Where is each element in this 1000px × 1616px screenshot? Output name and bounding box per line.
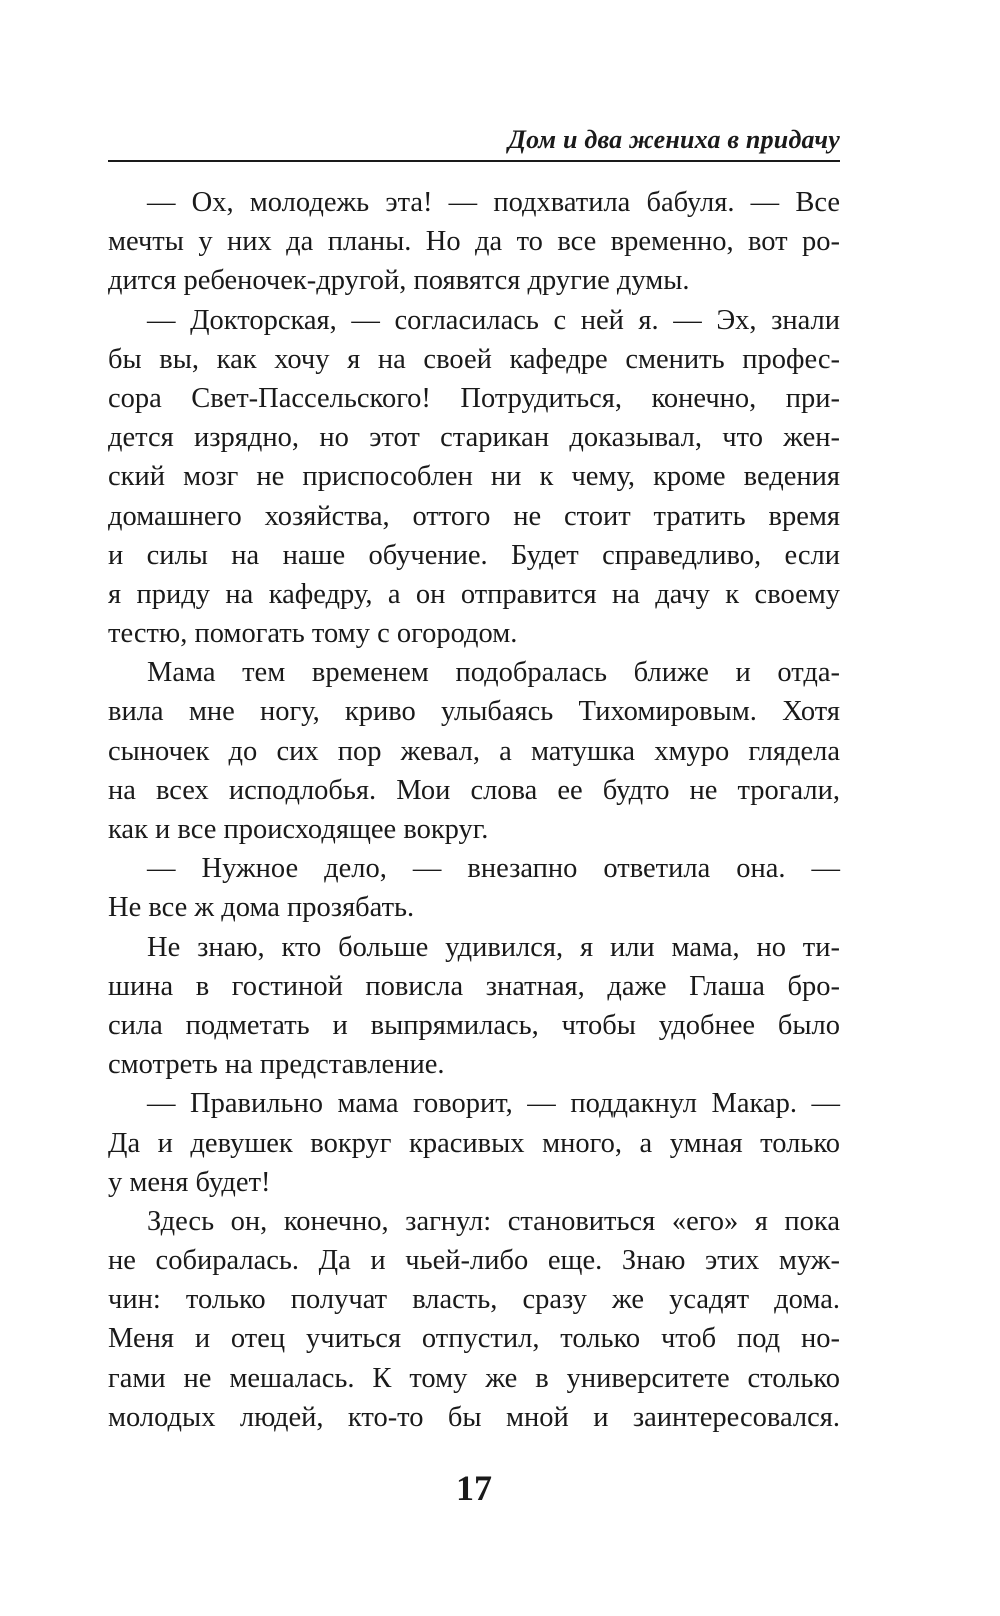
text-line: бы вы, как хочу я на своей кафедре сменить профес- xyxy=(108,343,840,375)
text-line: сыночек до сих пор жевал, а матушка хмуро глядела xyxy=(108,735,840,767)
book-page xyxy=(108,0,840,1616)
text-line: смотреть на представление. xyxy=(108,1049,445,1081)
text-line: — Нужное дело, — внезапно ответила она. — xyxy=(147,853,840,885)
text-line: дется изрядно, но этот старикан доказывал, что жен- xyxy=(108,422,840,454)
text-line: гами не мешалась. К тому же в университете столько xyxy=(108,1362,840,1394)
page-number: 17 xyxy=(456,1468,492,1508)
paragraph xyxy=(108,849,840,927)
text-line: — Докторская, — согласилась с ней я. — Эх, знали xyxy=(147,304,840,336)
text-line: мечты у них да планы. Но да то все временно, вот ро- xyxy=(108,226,840,258)
paragraph xyxy=(108,928,840,1085)
text-line: Мама тем временем подобралась ближе и отда- xyxy=(147,657,840,689)
running-header-title: Дом и два жениха в придачу xyxy=(508,125,840,154)
text-line: домашнего хозяйства, оттого не стоит тратить время xyxy=(108,500,840,532)
text-line: и силы на наше обучение. Будет справедливо, если xyxy=(108,539,840,571)
text-line: чин: только получат власть, сразу же усадят дома. xyxy=(108,1284,840,1316)
text-line: сора Свет-Пассельского! Потрудиться, конечно, при- xyxy=(108,382,840,414)
text-line: сила подметать и выпрямилась, чтобы удобнее было xyxy=(108,1009,840,1041)
text-line: — Ох, молодежь эта! — подхватила бабуля. — Все xyxy=(147,187,840,218)
paragraph xyxy=(108,301,840,654)
text-line: дится ребеночек-другой, появятся другие думы. xyxy=(108,265,690,297)
text-line: Не все ж дома прозябать. xyxy=(108,892,415,924)
text-line: молодых людей, кто-то бы мной и заинтересовался. xyxy=(108,1401,840,1433)
paragraph xyxy=(108,1084,840,1202)
header-rule xyxy=(108,160,840,162)
paragraph xyxy=(108,1202,840,1437)
text-line: Не знаю, кто больше удивился, я или мама, но ти- xyxy=(147,931,840,963)
text-line: тестю, помогать тому с огородом. xyxy=(108,618,518,650)
text-line: как и все происходящее вокруг. xyxy=(108,814,489,845)
text-line: у меня будет! xyxy=(108,1166,271,1198)
text-line: Здесь он, конечно, загнул: становиться «его» я пока xyxy=(147,1205,840,1237)
paragraph xyxy=(108,653,840,849)
text-line: Меня и отец учиться отпустил, только чтоб под но- xyxy=(108,1323,840,1355)
text-line: я приду на кафедру, а он отправится на дачу к своему xyxy=(108,578,840,610)
text-line: Да и девушек вокруг красивых много, а умная только xyxy=(108,1127,840,1159)
paragraph xyxy=(108,183,840,301)
text-line: не собиралась. Да и чьей-либо еще. Знаю этих муж- xyxy=(108,1245,840,1277)
body-text xyxy=(108,183,840,1437)
text-line: шина в гостиной повисла знатная, даже Глаша бро- xyxy=(108,970,840,1002)
text-line: — Правильно мама говорит, — поддакнул Макар. — xyxy=(147,1088,840,1120)
text-line: ский мозг не приспособлен ни к чему, кроме ведения xyxy=(108,461,840,493)
text-line: на всех исподлобья. Мои слова ее будто не трогали, xyxy=(108,774,840,806)
text-line: вила мне ногу, криво улыбаясь Тихомировым. Хотя xyxy=(108,696,840,728)
